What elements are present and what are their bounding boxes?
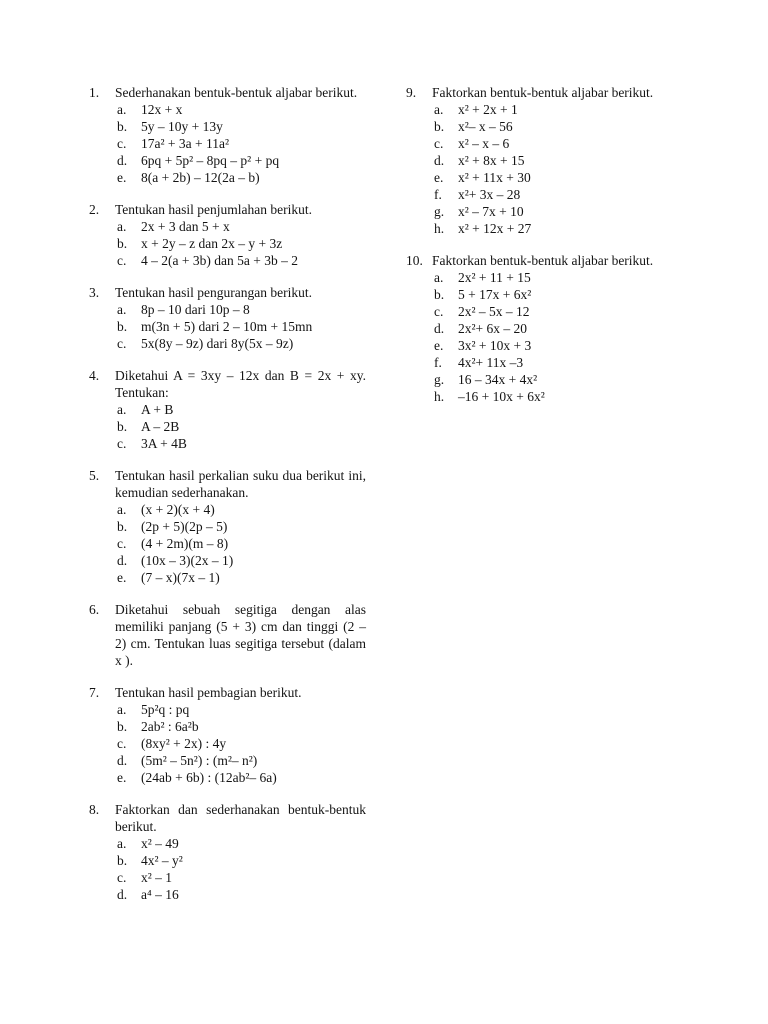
sub-item	[115, 852, 366, 869]
sub-item-label: a.	[117, 502, 127, 517]
sub-item-expression: 5p²q : pq	[141, 702, 190, 717]
sub-item	[115, 301, 366, 318]
sub-item-label: b.	[117, 853, 128, 868]
sub-item-label: f.	[434, 355, 442, 370]
sub-item-label: b.	[117, 236, 128, 251]
right-column	[406, 84, 682, 420]
problem-number: 1.	[89, 85, 100, 100]
problem-1	[89, 84, 366, 186]
sub-item-label: c.	[117, 436, 127, 451]
sub-item-expression: A + B	[141, 402, 174, 417]
sub-item-expression: 5x(8y – 9z) dari 8y(5x – 9z)	[141, 336, 294, 351]
sub-item	[115, 769, 366, 786]
sub-item-expression: 4 – 2(a + 3b) dan 5a + 3b – 2	[141, 253, 298, 268]
sub-item	[115, 501, 366, 518]
sub-item	[115, 701, 366, 718]
sub-item-label: e.	[117, 570, 127, 585]
sub-item-expression: x²+ 3x – 28	[458, 187, 521, 202]
sub-item-label: a.	[117, 102, 127, 117]
problem-intro: Diketahui sebuah segitiga dengan alas memiliki panjang (5 + 3) cm dan tinggi (2 – 2) cm. Tentukan luas segitiga tersebut (dalam x ).	[115, 602, 366, 668]
sub-item	[432, 371, 682, 388]
sub-item	[115, 518, 366, 535]
problem-intro: Faktorkan bentuk-bentuk aljabar berikut.	[432, 85, 654, 100]
problem-4	[89, 367, 366, 452]
sub-item-expression: 2x² + 11 + 15	[458, 270, 531, 285]
sub-item-expression: (7 – x)(7x – 1)	[141, 570, 220, 585]
sub-item	[432, 303, 682, 320]
sub-item-label: e.	[434, 338, 444, 353]
sub-item-expression: 12x + x	[141, 102, 183, 117]
sub-item-label: f.	[434, 187, 442, 202]
problem-number: 10.	[406, 253, 423, 268]
sub-item-label: d.	[117, 753, 128, 768]
sub-item-expression: 2x² – 5x – 12	[458, 304, 530, 319]
sub-item-label: c.	[434, 136, 444, 151]
problem-number: 8.	[89, 802, 100, 817]
sub-item-expression: x² – 49	[141, 836, 179, 851]
sub-item-label: h.	[434, 221, 445, 236]
problem-3	[89, 284, 366, 352]
problem-intro: Diketahui A = 3xy – 12x dan B = 2x + xy. Tentukan:	[115, 368, 366, 400]
sub-item-expression: x² – x – 6	[458, 136, 510, 151]
sub-item-expression: 5 + 17x + 6x²	[458, 287, 532, 302]
problem-intro: Tentukan hasil perkalian suku dua berikut ini, kemudian sederhanakan.	[115, 468, 366, 500]
sub-item-label: a.	[434, 270, 444, 285]
sub-item	[115, 552, 366, 569]
sub-item-label: b.	[117, 119, 128, 134]
sub-item	[432, 186, 682, 203]
sub-item-label: e.	[117, 770, 127, 785]
sub-item-label: b.	[434, 119, 445, 134]
problem-9	[406, 84, 682, 237]
sub-item-expression: x²– x – 56	[458, 119, 513, 134]
sub-item-label: b.	[117, 419, 128, 434]
sub-item-expression: a⁴ – 16	[141, 887, 179, 902]
sub-item	[432, 354, 682, 371]
sub-item-expression: (2p + 5)(2p – 5)	[141, 519, 228, 534]
sub-item	[115, 418, 366, 435]
sub-item-label: e.	[117, 170, 127, 185]
sub-item	[432, 269, 682, 286]
sub-item-label: d.	[117, 153, 128, 168]
sub-item-expression: –16 + 10x + 6x²	[458, 389, 545, 404]
sub-item-label: a.	[117, 219, 127, 234]
sub-item-expression: 2x²+ 6x – 20	[458, 321, 528, 336]
sub-item	[115, 335, 366, 352]
sub-item	[115, 252, 366, 269]
sub-item-label: c.	[434, 304, 444, 319]
problem-number: 5.	[89, 468, 100, 483]
sub-item-label: b.	[117, 519, 128, 534]
sub-item-expression: 2ab² : 6a²b	[141, 719, 199, 734]
sub-item-expression: 3x² + 10x + 3	[458, 338, 532, 353]
sub-item-expression: (24ab + 6b) : (12ab²– 6a)	[141, 770, 277, 785]
sub-item	[115, 152, 366, 169]
sub-item-label: b.	[434, 287, 445, 302]
sub-item	[115, 752, 366, 769]
sub-item	[115, 535, 366, 552]
sub-item-expression: 16 – 34x + 4x²	[458, 372, 538, 387]
sub-item	[115, 718, 366, 735]
sub-item-expression: x² – 7x + 10	[458, 204, 524, 219]
sub-item-expression: 5y – 10y + 13y	[141, 119, 223, 134]
problem-5	[89, 467, 366, 586]
problem-intro: Faktorkan bentuk-bentuk aljabar berikut.	[432, 253, 654, 268]
problem-6	[89, 601, 366, 669]
sub-item-expression: x² – 1	[141, 870, 173, 885]
sub-item	[432, 152, 682, 169]
sub-item-expression: (8xy² + 2x) : 4y	[141, 736, 227, 751]
sub-item-label: c.	[117, 253, 127, 268]
problem-number: 9.	[406, 85, 417, 100]
sub-item-expression: 8p – 10 dari 10p – 8	[141, 302, 250, 317]
sub-item	[115, 569, 366, 586]
sub-item-label: g.	[434, 372, 445, 387]
sub-item-label: a.	[117, 402, 127, 417]
sub-item-label: d.	[434, 153, 445, 168]
problem-10	[406, 252, 682, 405]
sub-item-expression: x² + 2x + 1	[458, 102, 518, 117]
sub-item	[115, 101, 366, 118]
sub-item-label: e.	[434, 170, 444, 185]
problem-intro: Faktorkan dan sederhanakan bentuk-bentuk berikut.	[115, 802, 366, 834]
left-column	[89, 84, 366, 918]
sub-item-label: a.	[117, 702, 127, 717]
sub-item-label: c.	[117, 336, 127, 351]
sub-item-expression: (10x – 3)(2x – 1)	[141, 553, 234, 568]
problem-number: 3.	[89, 285, 100, 300]
sub-item-label: a.	[117, 302, 127, 317]
sub-item	[432, 135, 682, 152]
sub-item	[115, 169, 366, 186]
sub-item	[115, 435, 366, 452]
problem-2	[89, 201, 366, 269]
problem-intro: Tentukan hasil pengurangan berikut.	[115, 285, 312, 300]
sub-item-label: d.	[117, 887, 128, 902]
problem-intro: Tentukan hasil penjumlahan berikut.	[115, 202, 313, 217]
sub-item-expression: 6pq + 5p² – 8pq – p² + pq	[141, 153, 280, 168]
sub-item-expression: 4x²+ 11x –3	[458, 355, 524, 370]
sub-item	[432, 337, 682, 354]
problem-number: 2.	[89, 202, 100, 217]
sub-item	[432, 388, 682, 405]
problem-number: 4.	[89, 368, 100, 383]
problem-intro: Tentukan hasil pembagian berikut.	[115, 685, 302, 700]
sub-item	[115, 118, 366, 135]
sub-item-expression: x² + 8x + 15	[458, 153, 525, 168]
sub-item	[115, 886, 366, 903]
sub-item-label: a.	[117, 836, 127, 851]
sub-item-expression: 8(a + 2b) – 12(2a – b)	[141, 170, 260, 185]
sub-item-label: d.	[117, 553, 128, 568]
sub-item-label: d.	[434, 321, 445, 336]
sub-item	[115, 835, 366, 852]
sub-item-expression: m(3n + 5) dari 2 – 10m + 15mn	[141, 319, 313, 334]
sub-item-expression: (5m² – 5n²) : (m²– n²)	[141, 753, 258, 768]
sub-item	[115, 401, 366, 418]
sub-item-expression: 17a² + 3a + 11a²	[141, 136, 230, 151]
sub-item-label: b.	[117, 319, 128, 334]
sub-item-expression: (4 + 2m)(m – 8)	[141, 536, 229, 551]
sub-item-label: c.	[117, 136, 127, 151]
sub-item	[432, 220, 682, 237]
sub-item-expression: x + 2y – z dan 2x – y + 3z	[141, 236, 283, 251]
problem-7	[89, 684, 366, 786]
sub-item	[115, 218, 366, 235]
sub-item	[432, 169, 682, 186]
problem-number: 7.	[89, 685, 100, 700]
sub-item-expression: 2x + 3 dan 5 + x	[141, 219, 230, 234]
sub-item-label: c.	[117, 536, 127, 551]
sub-item-expression: A – 2B	[141, 419, 180, 434]
sub-item-expression: 3A + 4B	[141, 436, 187, 451]
sub-item	[432, 203, 682, 220]
sub-item-expression: x² + 12x + 27	[458, 221, 532, 236]
problem-number: 6.	[89, 602, 100, 617]
sub-item	[115, 235, 366, 252]
sub-item	[432, 286, 682, 303]
sub-item	[432, 320, 682, 337]
sub-item-label: c.	[117, 736, 127, 751]
sub-item-label: h.	[434, 389, 445, 404]
sub-item	[115, 735, 366, 752]
problem-8	[89, 801, 366, 903]
sub-item-label: c.	[117, 870, 127, 885]
sub-item	[115, 135, 366, 152]
sub-item	[115, 318, 366, 335]
sub-item	[432, 118, 682, 135]
sub-item	[115, 869, 366, 886]
sub-item-label: b.	[117, 719, 128, 734]
sub-item-label: a.	[434, 102, 444, 117]
sub-item	[432, 101, 682, 118]
sub-item-expression: x² + 11x + 30	[458, 170, 531, 185]
sub-item-expression: 4x² – y²	[141, 853, 183, 868]
sub-item-label: g.	[434, 204, 445, 219]
problem-intro: Sederhanakan bentuk-bentuk aljabar berikut.	[115, 85, 358, 100]
sub-item-expression: (x + 2)(x + 4)	[141, 502, 215, 517]
